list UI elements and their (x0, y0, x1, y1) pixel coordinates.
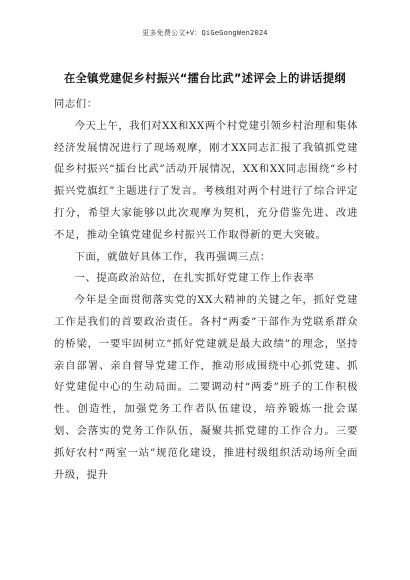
document-title: 在全镇党建促乡村振兴“擂台比武”述评会上的讲话提纲 (63, 72, 347, 85)
document-body (54, 94, 358, 486)
paragraph-transition: 下面，就做好具体工作，我再强调三点： (74, 250, 271, 263)
paragraph-intro: 今天上午，我们对XX和XX两个村党建引领乡村治理和集体经济发展情况进行了现场观摩，刚才XX同志汇报了我镇抓党建促乡村振兴“擂台比武”活动开展情况，XX和XX同志围绕“乡村振兴党旗红”主题进行了发言。考核组对两个村进行了综合评定打分，希望大家能够以此次观摩为契机，充分借鉴先进、改进不足，推动全镇党建促乡村振兴工作取得新的更大突破。 (54, 119, 358, 241)
paragraph-section-1: 今年是全面贯彻落实党的XX大精神的关键之年，抓好党建工作是我们的首要政治责任。各村“两委”干部作为党联系群众的桥梁，一要牢固树立“抓好党建就是最大政绩”的理念，坚持亲自部署、亲自督导党建工作，推动形成围绕中心抓党建、抓好党建促中心的生动局面。二要调动村“两委”班子的工作积极性、创造性，加强党务工作者队伍建设，培养锻炼一批会谋划、会落实的党务工作队伍，凝聚共抓党建的工作合力。三要抓好农村“两室一站”规范化建设，推进村级组织活动场所全面升级，提升 (54, 294, 358, 481)
salutation: 同志们： (54, 98, 98, 110)
section-heading-1: 一、提高政治站位，在扎实抓好党建工作上作表率 (74, 272, 315, 285)
header-note: 更多免费公文+V：QiGeGongWen2024 (142, 29, 268, 37)
